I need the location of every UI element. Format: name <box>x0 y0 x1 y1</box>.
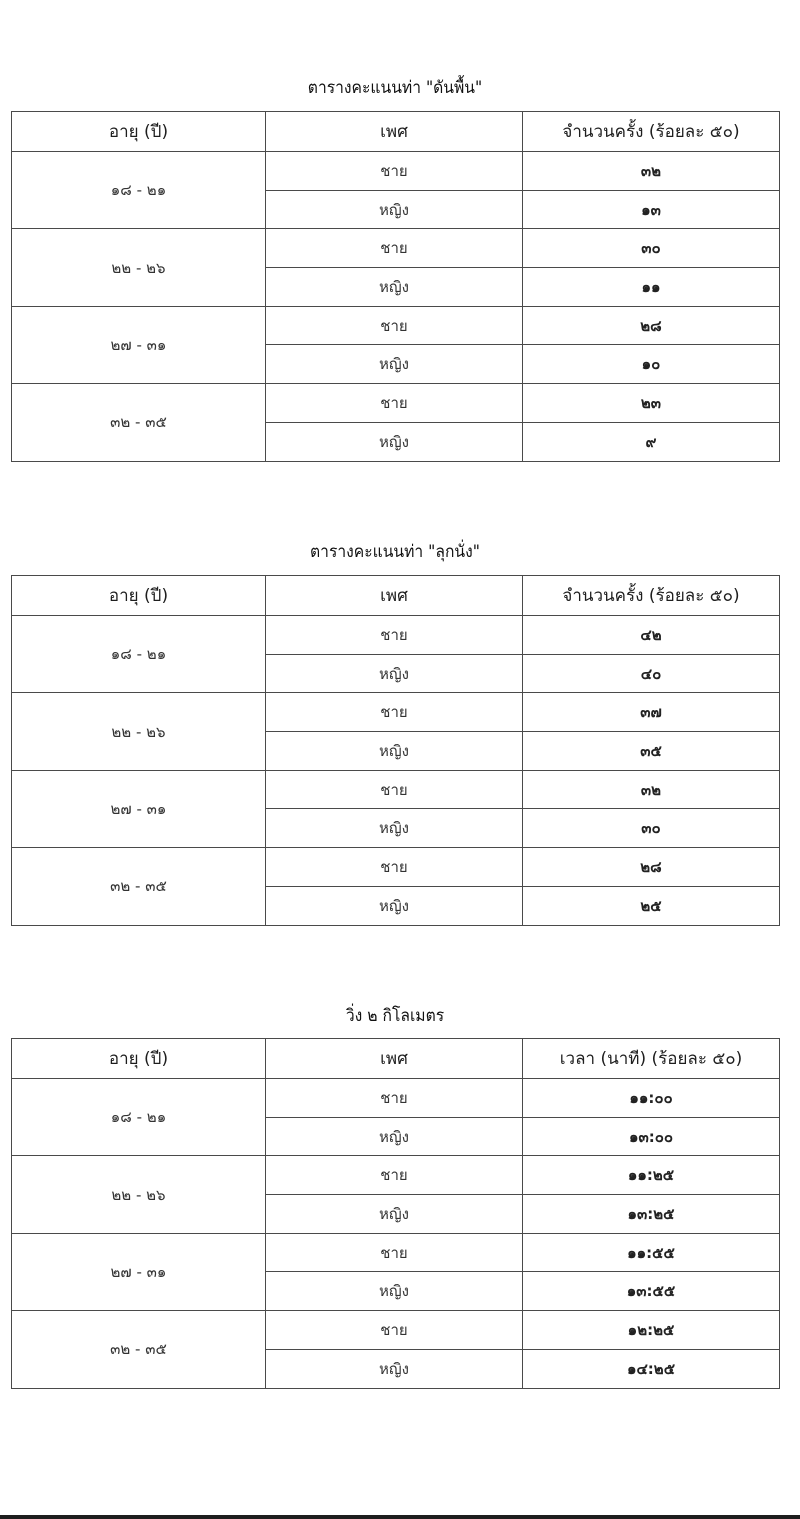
table-row <box>12 1233 780 1272</box>
value-cell: ๑๓:๕๕ <box>523 1272 780 1311</box>
header-sex: เพศ <box>266 112 523 152</box>
sex-cell: หญิง <box>266 732 523 771</box>
sex-cell: หญิง <box>266 809 523 848</box>
age-range-cell: ๓๒ - ๓๕ <box>12 384 266 461</box>
sex-cell: หญิง <box>266 1349 523 1388</box>
run-score-table <box>11 1038 780 1389</box>
sex-cell: ชาย <box>266 306 523 345</box>
value-cell: ๑๐ <box>523 345 780 384</box>
sex-cell: หญิง <box>266 654 523 693</box>
header-count: จำนวนครั้ง (ร้อยละ ๕๐) <box>523 576 780 616</box>
sex-cell: ชาย <box>266 1079 523 1118</box>
value-cell: ๙ <box>523 422 780 461</box>
sex-cell: ชาย <box>266 229 523 268</box>
age-range-cell: ๓๒ - ๓๕ <box>12 848 266 925</box>
table-row <box>12 1079 780 1118</box>
pushup-score-table <box>11 111 780 462</box>
value-cell: ๓๐ <box>523 229 780 268</box>
value-cell: ๒๕ <box>523 886 780 925</box>
table-row <box>12 1311 780 1350</box>
sex-cell: ชาย <box>266 1156 523 1195</box>
header-count: จำนวนครั้ง (ร้อยละ ๕๐) <box>523 112 780 152</box>
sex-cell: หญิง <box>266 268 523 307</box>
age-range-cell: ๒๗ - ๓๑ <box>12 306 266 383</box>
value-cell: ๓๐ <box>523 809 780 848</box>
situp-table-title: ตารางคะแนนท่า "ลุกนั่ง" <box>310 542 480 562</box>
sex-cell: ชาย <box>266 384 523 423</box>
value-cell: ๓๒ <box>523 770 780 809</box>
value-cell: ๑๓:๐๐ <box>523 1117 780 1156</box>
sex-cell: หญิง <box>266 886 523 925</box>
value-cell: ๓๕ <box>523 732 780 771</box>
value-cell: ๔๒ <box>523 616 780 655</box>
age-range-cell: ๒๒ - ๒๖ <box>12 1156 266 1233</box>
table-header-row <box>12 576 780 616</box>
table-row <box>12 1156 780 1195</box>
header-age: อายุ (ปี) <box>12 1039 266 1079</box>
value-cell: ๓๗ <box>523 693 780 732</box>
pushup-table-title: ตารางคะแนนท่า "ดันพื้น" <box>307 78 483 98</box>
value-cell: ๓๒ <box>523 152 780 191</box>
value-cell: ๑๑ <box>523 268 780 307</box>
age-range-cell: ๒๒ - ๒๖ <box>12 229 266 306</box>
sex-cell: ชาย <box>266 1311 523 1350</box>
age-range-cell: ๒๒ - ๒๖ <box>12 693 266 770</box>
table-row <box>12 306 780 345</box>
sex-cell: หญิง <box>266 1117 523 1156</box>
value-cell: ๑๓:๒๕ <box>523 1195 780 1234</box>
page-bottom-edge <box>0 1515 800 1519</box>
header-sex: เพศ <box>266 576 523 616</box>
table-row <box>12 770 780 809</box>
value-cell: ๒๓ <box>523 384 780 423</box>
sex-cell: ชาย <box>266 152 523 191</box>
table-row <box>12 848 780 887</box>
sex-cell: ชาย <box>266 616 523 655</box>
table-row <box>12 616 780 655</box>
age-range-cell: ๒๗ - ๓๑ <box>12 770 266 847</box>
age-range-cell: ๑๘ - ๒๑ <box>12 1079 266 1156</box>
sex-cell: ชาย <box>266 1233 523 1272</box>
run-table-title: วิ่ง ๒ กิโลเมตร <box>345 1006 445 1026</box>
table-row <box>12 229 780 268</box>
situp-score-table <box>11 575 780 926</box>
age-range-cell: ๒๗ - ๓๑ <box>12 1233 266 1310</box>
table-row <box>12 152 780 191</box>
header-age: อายุ (ปี) <box>12 112 266 152</box>
sex-cell: ชาย <box>266 693 523 732</box>
value-cell: ๑๓ <box>523 190 780 229</box>
table-row <box>12 384 780 423</box>
value-cell: ๔๐ <box>523 654 780 693</box>
sex-cell: หญิง <box>266 345 523 384</box>
age-range-cell: ๑๘ - ๒๑ <box>12 616 266 693</box>
sex-cell: หญิง <box>266 190 523 229</box>
sex-cell: ชาย <box>266 848 523 887</box>
sex-cell: ชาย <box>266 770 523 809</box>
age-range-cell: ๑๘ - ๒๑ <box>12 152 266 229</box>
table-header-row <box>12 112 780 152</box>
value-cell: ๒๘ <box>523 306 780 345</box>
sex-cell: หญิง <box>266 422 523 461</box>
sex-cell: หญิง <box>266 1272 523 1311</box>
value-cell: ๑๑:๕๕ <box>523 1233 780 1272</box>
age-range-cell: ๓๒ - ๓๕ <box>12 1311 266 1388</box>
table-row <box>12 693 780 732</box>
sex-cell: หญิง <box>266 1195 523 1234</box>
value-cell: ๒๘ <box>523 848 780 887</box>
value-cell: ๑๑:๐๐ <box>523 1079 780 1118</box>
header-time: เวลา (นาที) (ร้อยละ ๕๐) <box>523 1039 780 1079</box>
value-cell: ๑๑:๒๕ <box>523 1156 780 1195</box>
value-cell: ๑๒:๒๕ <box>523 1311 780 1350</box>
value-cell: ๑๔:๒๕ <box>523 1349 780 1388</box>
header-age: อายุ (ปี) <box>12 576 266 616</box>
header-sex: เพศ <box>266 1039 523 1079</box>
table-header-row <box>12 1039 780 1079</box>
